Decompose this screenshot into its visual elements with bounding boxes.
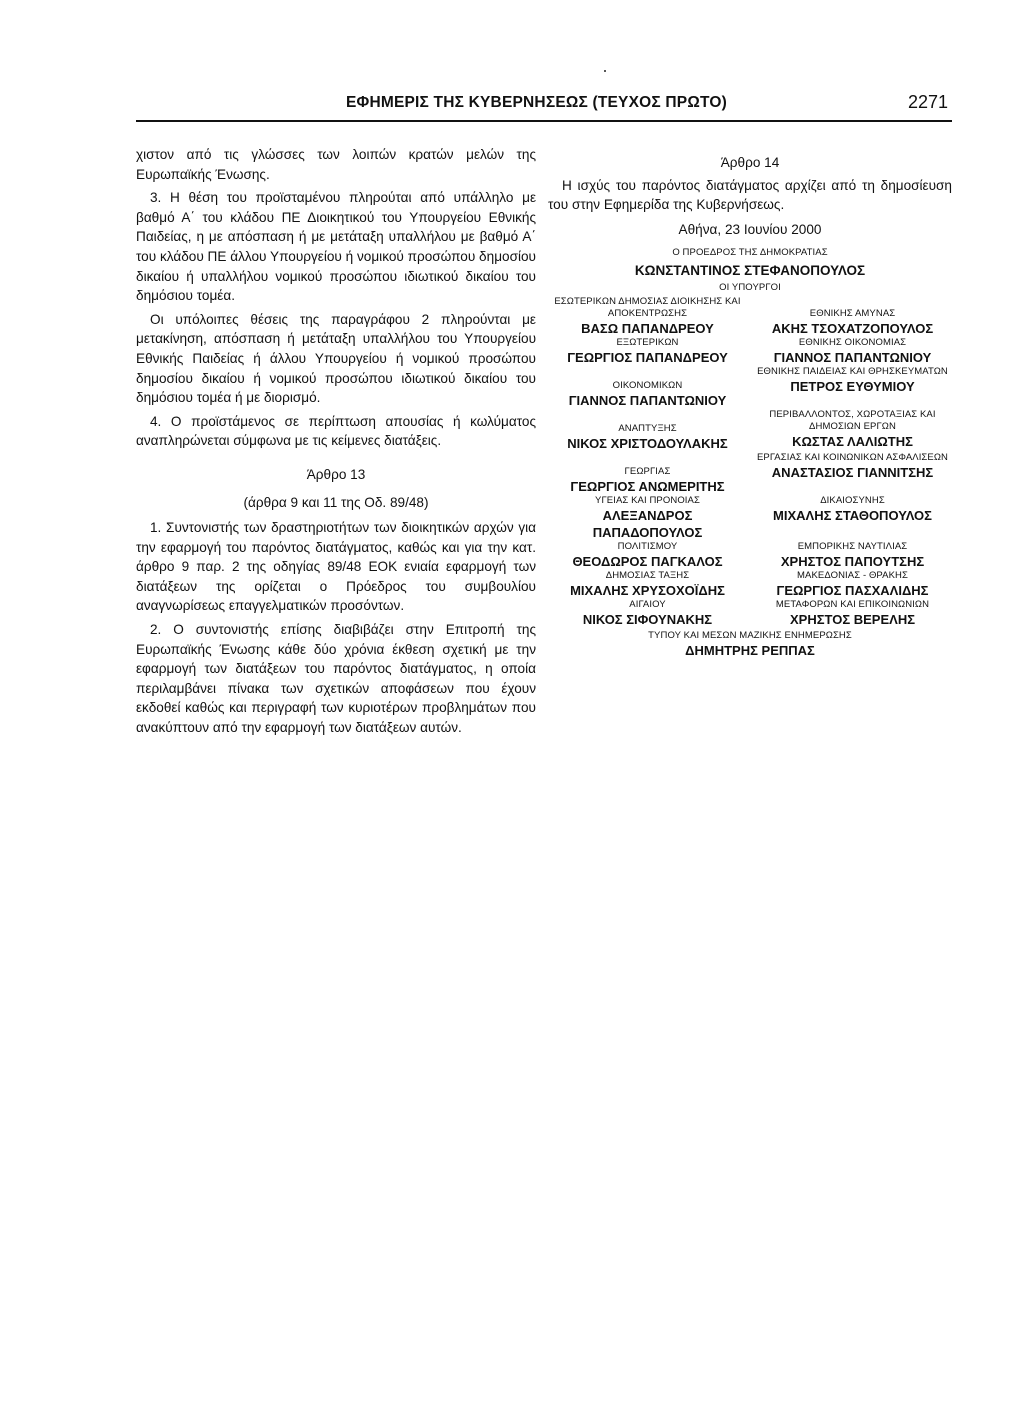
minister-name: ΑΚΗΣ ΤΣΟΧΑΤΖΟΠΟΥΛΟΣ bbox=[771, 321, 934, 336]
minister-name: ΝΙΚΟΣ ΧΡΙΣΤΟΔΟΥΛΑΚΗΣ bbox=[567, 436, 728, 451]
right-column bbox=[548, 155, 952, 659]
minister-name: ΓΙΑΝΝΟΣ ΠΑΠΑΝΤΩΝΙΟΥ bbox=[773, 350, 932, 365]
minister-role: ΜΕΤΑΦΟΡΩΝ ΚΑΙ ΕΠΙΚΟΙΝΩΝΙΩΝ bbox=[775, 599, 930, 610]
minister-role: ΤΥΠΟΥ ΚΑΙ ΜΕΣΩΝ ΜΑΖΙΚΗΣ ΕΝΗΜΕΡΩΣΗΣ bbox=[648, 630, 852, 641]
minister-signature bbox=[753, 409, 952, 452]
minister-signature bbox=[753, 541, 952, 570]
minister-name: ΔΗΜΗΤΡΗΣ ΡΕΠΠΑΣ bbox=[685, 643, 815, 658]
minister-name: ΓΕΩΡΓΙΟΣ ΠΑΣΧΑΛΙΔΗΣ bbox=[776, 583, 929, 598]
article-13-paragraph-2: 2. Ο συντονιστής επίσης διαβιβάζει στην Επιτροπή της Ευρωπαϊκής Ένωσης κάθε δύο χρόνια έκθεση σχετική με την εφαρμογή των διατάξεων του παρόντος διατάγματος, η οποία περιλαμβάνει πίνακα των σχετικών αποφάσεων που έχουν εκδοθεί καθώς και περιγραφή των κυριοτέρων προβλημάτων που ανακύπτουν από την εφαρμογή των διατάξεων αυτών. bbox=[136, 622, 536, 736]
minister-signature bbox=[548, 337, 747, 366]
final-minister-signature bbox=[548, 630, 952, 659]
minister-role: ΓΕΩΡΓΙΑΣ bbox=[624, 466, 671, 477]
minister-signature bbox=[548, 495, 747, 541]
paragraph-continuation: χιστον από τις γλώσσες των λοιπών κρατών μελών της Ευρωπαϊκής Ένωσης. bbox=[136, 147, 536, 182]
minister-name: ΠΕΤΡΟΣ ΕΥΘΥΜΙΟΥ bbox=[790, 379, 915, 394]
signing-date: Αθήνα, 23 Ιουνίου 2000 bbox=[678, 222, 822, 237]
minister-role: ΠΟΛΙΤΙΣΜΟΥ bbox=[617, 541, 678, 552]
minister-name: ΧΡΗΣΤΟΣ ΠΑΠΟΥΤΣΗΣ bbox=[780, 554, 925, 569]
minister-signature bbox=[548, 570, 747, 599]
minister-name: ΜΙΧΑΛΗΣ ΣΤΑΘΟΠΟΥΛΟΣ bbox=[773, 508, 932, 523]
minister-name: ΚΩΣΤΑΣ ΛΑΛΙΩΤΗΣ bbox=[792, 434, 913, 449]
minister-signature bbox=[753, 337, 952, 366]
minister-name: ΑΝΑΣΤΑΣΙΟΣ ΓΙΑΝΝΙΤΣΗΣ bbox=[771, 465, 934, 480]
ministers-title: ΟΙ ΥΠΟΥΡΓΟΙ bbox=[719, 282, 781, 293]
paragraph-remaining-posts: Οι υπόλοιπες θέσεις της παραγράφου 2 πληρούνται με μετακίνηση, απόσπαση ή μετάταξη υπαλλήλου του Υπουργείου Εθνικής Παιδείας ή άλλου Υπουργείου ή νομικού προσώπου δημοσίου δικαίου ή νομικού προσώπου ιδιωτικού δικαίου του δημόσιου τομέα ή με διορισμό. bbox=[136, 311, 536, 406]
minister-signature bbox=[548, 452, 747, 495]
page-header bbox=[136, 88, 952, 122]
minister-role: ΔΙΚΑΙΟΣΥΝΗΣ bbox=[820, 495, 885, 506]
article-13-subheading: (άρθρα 9 και 11 της Οδ. 89/48) bbox=[243, 494, 429, 510]
minister-role: ΕΞΩΤΕΡΙΚΩΝ bbox=[616, 337, 679, 348]
gazette-title: ΕΦΗΜΕΡΙΣ ΤΗΣ ΚΥΒΕΡΝΗΣΕΩΣ (ΤΕΥΧΟΣ ΠΡΩΤΟ) bbox=[346, 94, 727, 111]
minister-name: ΓΕΩΡΓΙΟΣ ΑΝΩΜΕΡΙΤΗΣ bbox=[570, 479, 725, 494]
minister-role: ΕΜΠΟΡΙΚΗΣ ΝΑΥΤΙΛΙΑΣ bbox=[797, 541, 908, 552]
minister-signature bbox=[753, 599, 952, 628]
minister-signature bbox=[548, 296, 747, 337]
minister-name: ΘΕΟΔΩΡΟΣ ΠΑΓΚΑΛΟΣ bbox=[572, 554, 723, 569]
paragraph-3: 3. Η θέση του προϊσταμένου πληρούται από υπάλληλο με βαθμό Α΄ του κλάδου ΠΕ Διοικητικού του Υπουργείου Εθνικής Παιδείας, η με απόσπαση ή με μετάταξη υπαλλήλου με βαθμό Α΄ του κλάδου ΠΕ άλλου Υπουργείου ή νομικού προσώπου δημοσίου δικαίου ή υπαλλήλου νομικού προσώπου ιδιωτικού δικαίου του δημόσιου τομέα. bbox=[136, 190, 536, 304]
minister-signature bbox=[753, 452, 952, 495]
minister-role: ΑΙΓΑΙΟΥ bbox=[629, 599, 666, 610]
president-name: ΚΩΝΣΤΑΝΤΙΝΟΣ ΣΤΕΦΑΝΟΠΟΥΛΟΣ bbox=[634, 263, 866, 278]
minister-signature bbox=[753, 296, 952, 337]
minister-role: ΕΘΝΙΚΗΣ ΑΜΥΝΑΣ bbox=[809, 308, 896, 319]
minister-name: ΓΙΑΝΝΟΣ ΠΑΠΑΝΤΩΝΙΟΥ bbox=[568, 393, 727, 408]
minister-signature bbox=[548, 409, 747, 452]
article-14-heading: Άρθρο 14 bbox=[720, 155, 780, 170]
minister-signature bbox=[753, 495, 952, 541]
minister-signature bbox=[753, 366, 952, 409]
president-title: Ο ΠΡΟΕΔΡΟΣ ΤΗΣ ΔΗΜΟΚΡΑΤΙΑΣ bbox=[672, 247, 828, 258]
article-13-paragraph-1: 1. Συντονιστής των δραστηριοτήτων των διοικητικών αρχών για την εφαρμογή του παρόντος διατάγματος, καθώς και για την κατ. άρθρο 9 παρ. 2 της οδηγίας 89/48 ΕΟΚ ενιαία εφαρμογή των διατάξεων της ορίζεται ο Πρόεδρος του συμβουλίου αναγνωρίσεως επαγγελματικών προσόντων. bbox=[136, 520, 536, 614]
left-column bbox=[136, 145, 536, 738]
minister-signature bbox=[548, 541, 747, 570]
minister-name: ΧΡΗΣΤΟΣ ΒΕΡΕΛΗΣ bbox=[789, 612, 916, 627]
minister-role: ΑΝΑΠΤΥΞΗΣ bbox=[618, 423, 677, 434]
article-14-text: Η ισχύς του παρόντος διατάγματος αρχίζει από τη δημοσίευση του στην Εφημερίδα της Κυβερνήσεως. bbox=[548, 178, 952, 212]
scan-speck bbox=[604, 70, 606, 72]
minister-signature bbox=[548, 366, 747, 409]
article-13-heading: Άρθρο 13 bbox=[306, 466, 366, 482]
minister-role: ΥΓΕΙΑΣ ΚΑΙ ΠΡΟΝΟΙΑΣ bbox=[595, 495, 700, 506]
minister-name: ΝΙΚΟΣ ΣΙΦΟΥΝΑΚΗΣ bbox=[582, 612, 713, 627]
minister-role: ΕΘΝΙΚΗΣ ΠΑΙΔΕΙΑΣ ΚΑΙ ΘΡΗΣΚΕΥΜΑΤΩΝ bbox=[757, 366, 948, 377]
minister-role: ΜΑΚΕΔΟΝΙΑΣ - ΘΡΑΚΗΣ bbox=[797, 570, 908, 581]
page-number: 2271 bbox=[907, 92, 948, 112]
minister-role: ΔΗΜΟΣΙΑΣ ΤΑΞΗΣ bbox=[605, 570, 690, 581]
minister-name: ΒΑΣΩ ΠΑΠΑΝΔΡΕΟΥ bbox=[581, 321, 714, 336]
minister-signature bbox=[548, 599, 747, 628]
minister-name: ΑΛΕΞΑΝΔΡΟΣ ΠΑΠΑΔΟΠΟΥΛΟΣ bbox=[592, 508, 703, 540]
ministers-grid bbox=[548, 296, 952, 628]
minister-name: ΓΕΩΡΓΙΟΣ ΠΑΠΑΝΔΡΕΟΥ bbox=[567, 350, 728, 365]
minister-role: ΟΙΚΟΝΟΜΙΚΩΝ bbox=[612, 380, 683, 391]
minister-role: ΕΘΝΙΚΗΣ ΟΙΚΟΝΟΜΙΑΣ bbox=[798, 337, 907, 348]
minister-role: ΕΡΓΑΣΙΑΣ ΚΑΙ ΚΟΙΝΩΝΙΚΩΝ ΑΣΦΑΛΙΣΕΩΝ bbox=[756, 452, 949, 463]
minister-signature bbox=[753, 570, 952, 599]
paragraph-4: 4. Ο προϊστάμενος σε περίπτωση απουσίας ή κωλύματος αναπληρώνεται σύμφωνα με τις κείμενες διατάξεις. bbox=[136, 413, 536, 449]
minister-name: ΜΙΧΑΛΗΣ ΧΡΥΣΟΧΟΪΔΗΣ bbox=[570, 583, 725, 598]
minister-role: ΕΣΩΤΕΡΙΚΩΝ ΔΗΜΟΣΙΑΣ ΔΙΟΙΚΗΣΗΣ ΚΑΙ ΑΠΟΚΕΝΤΡΩΣΗΣ bbox=[554, 296, 741, 319]
minister-role: ΠΕΡΙΒΑΛΛΟΝΤΟΣ, ΧΩΡΟΤΑΞΙΑΣ ΚΑΙ ΔΗΜΟΣΙΩΝ ΕΡΓΩΝ bbox=[769, 409, 936, 432]
